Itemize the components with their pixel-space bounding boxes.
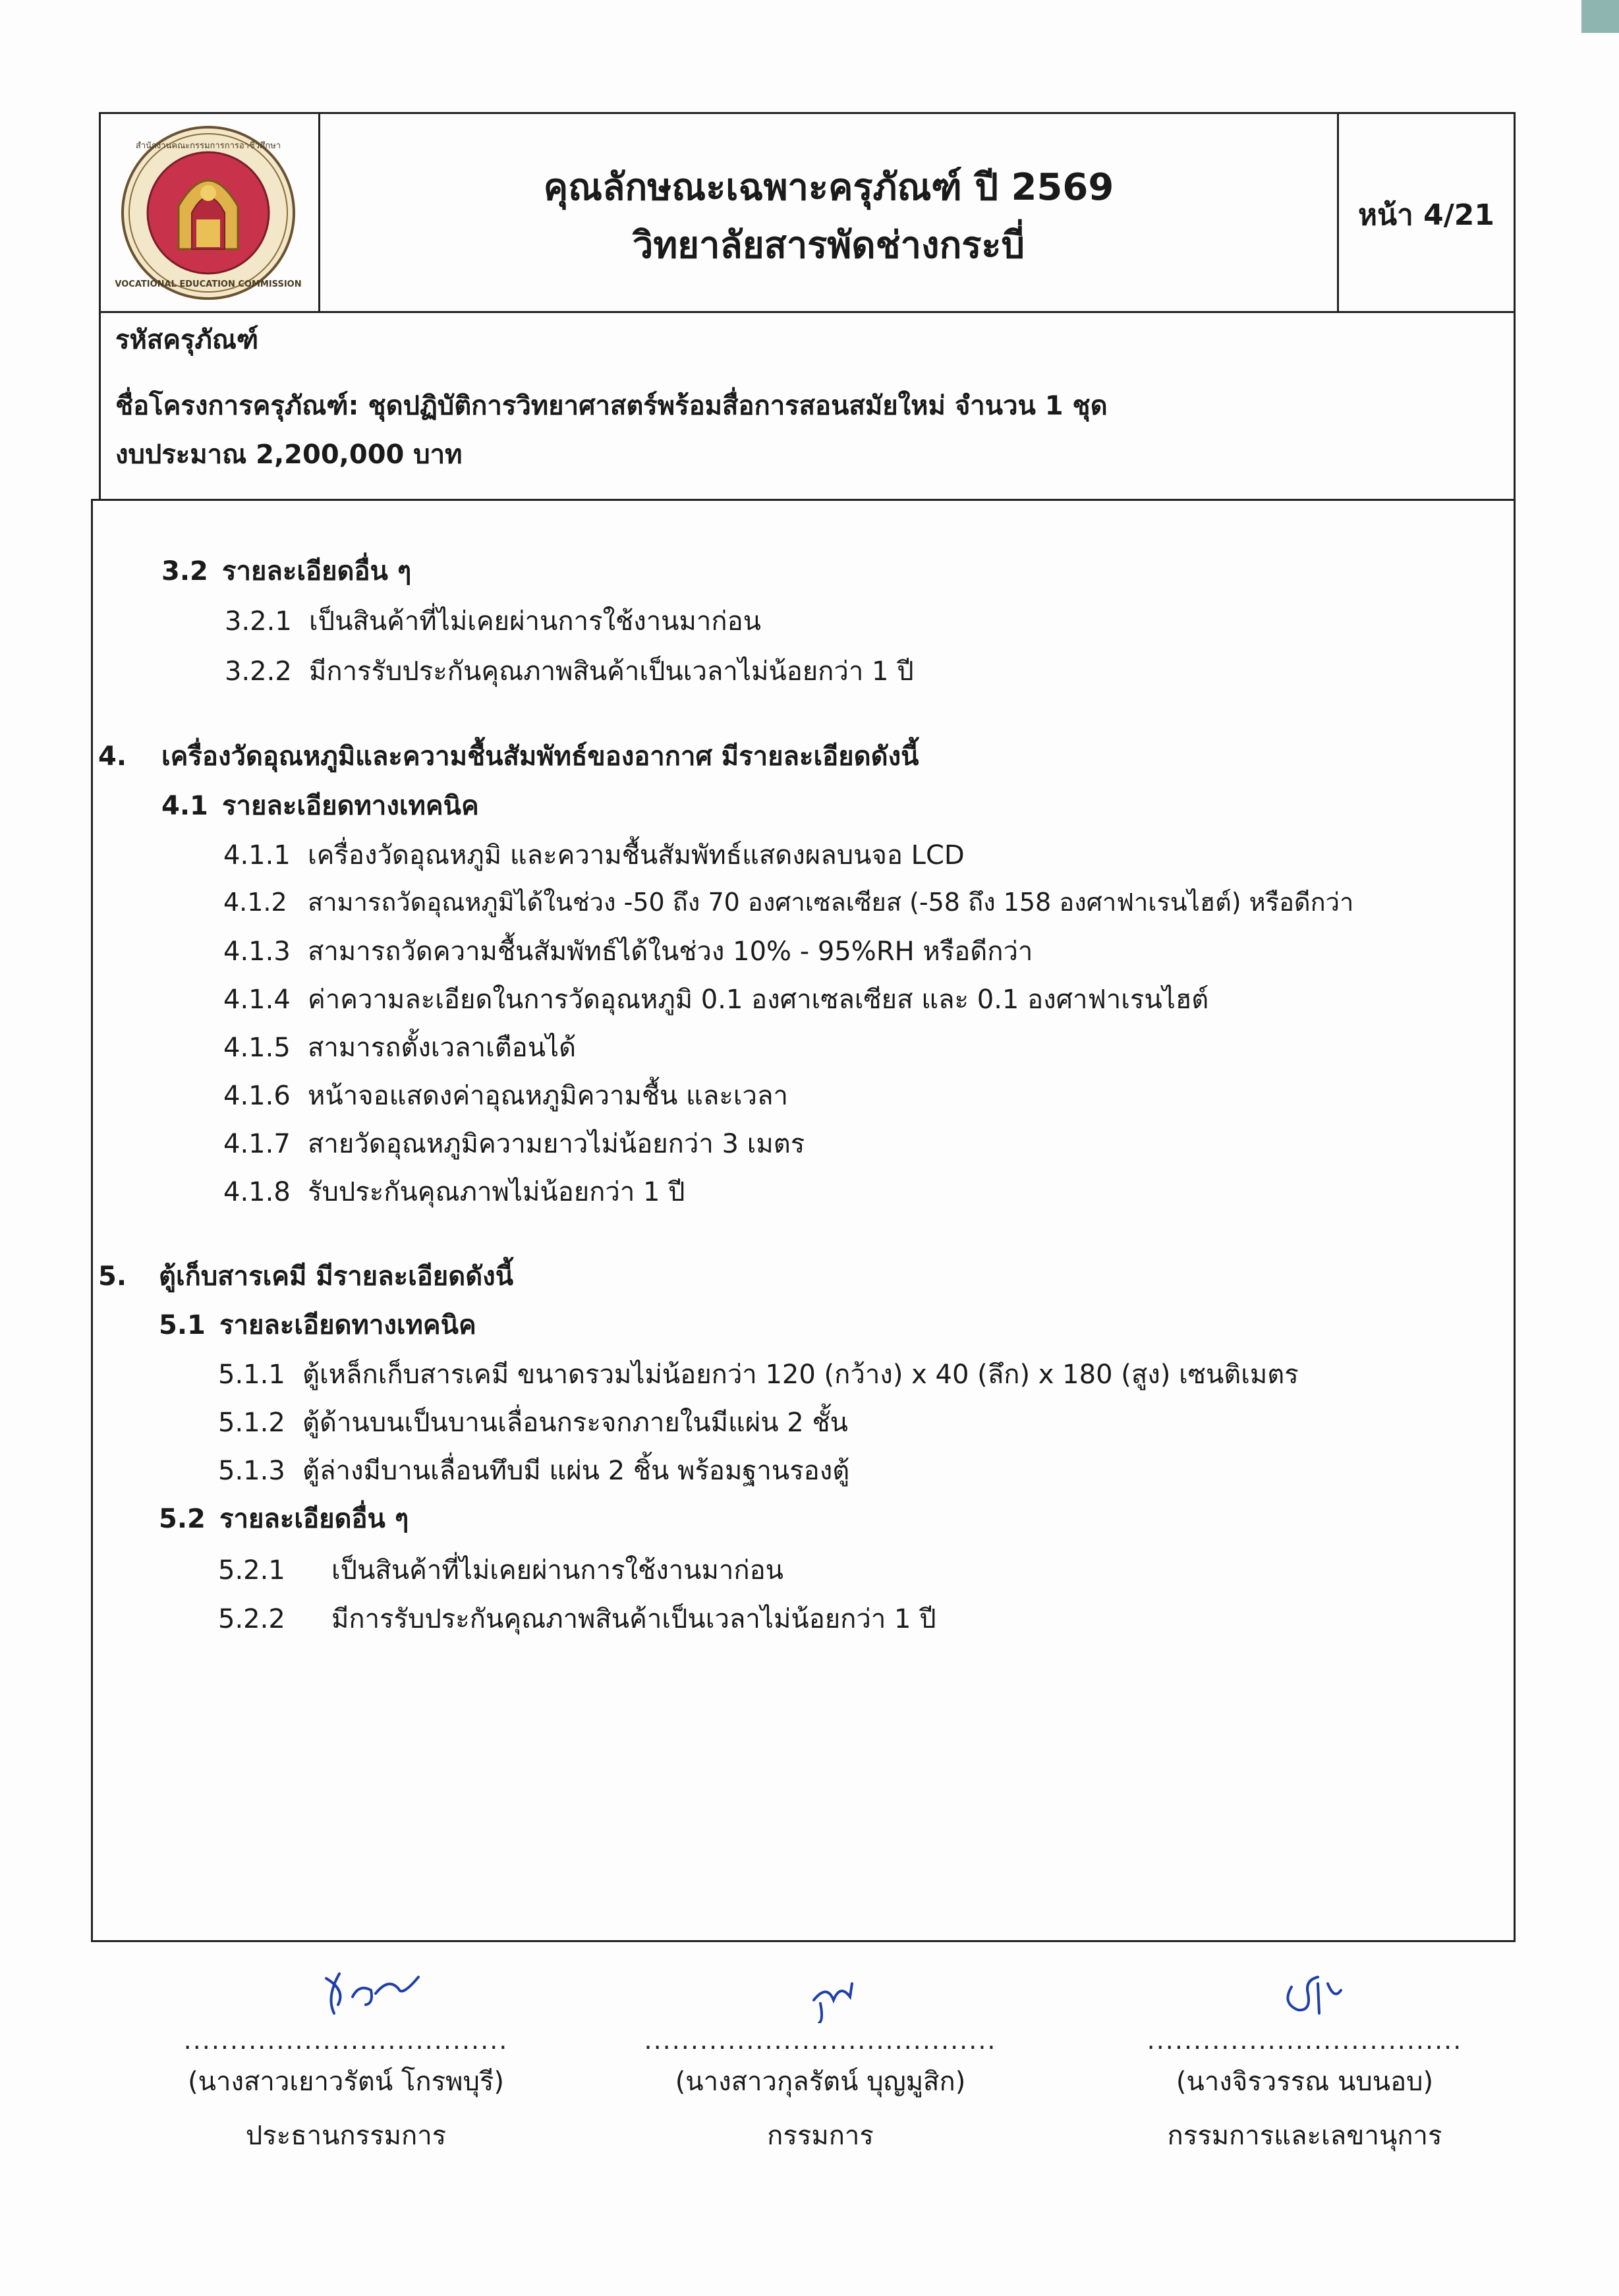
section-number: 5.1 (159, 1310, 206, 1340)
svg-text:VOCATIONAL EDUCATION COMMISSIO: VOCATIONAL EDUCATION COMMISSION (115, 279, 302, 289)
section-3-2-heading (161, 550, 411, 592)
item-text: สามารถตั้งเวลาเตือนได้ (308, 1033, 577, 1063)
item-text: มีการรับประกันคุณภาพสินค้าเป็นเวลาไม่น้อยกว่า 1 ปี (331, 1604, 936, 1634)
section-5-heading (98, 1255, 513, 1297)
signer-role: ประธานกรรมการ (245, 2121, 447, 2151)
section-5-2-heading (159, 1497, 409, 1539)
title-line-1: คุณลักษณะเฉพาะครุภัณฑ์ ปี 2569 (543, 166, 1114, 209)
item-text: รับประกันคุณภาพไม่น้อยกว่า 1 ปี (308, 1177, 685, 1207)
specification-body (91, 499, 1516, 1942)
section-number: 5. (98, 1261, 127, 1292)
handwritten-signature (735, 1964, 906, 2023)
item-5-1-1 (218, 1353, 1299, 1395)
item-number: 3.2.1 (225, 606, 292, 637)
item-text: สามารถวัดความชื้นสัมพัทธ์ได้ในช่วง 10% - 95%RH หรือดีกว่า (308, 936, 1033, 967)
signer-role: กรรมการและเลขานุการ (1167, 2121, 1442, 2151)
section-title: รายละเอียดทางเทคนิค (222, 791, 479, 821)
signature-line: ................................... (183, 2026, 509, 2055)
item-number: 5.2.1 (218, 1555, 285, 1586)
page-number: หน้า 4/21 (1357, 198, 1495, 232)
item-text: สายวัดอุณหภูมิความยาวไม่น้อยกว่า 3 เมตร (308, 1129, 805, 1159)
section-title: ตู้เก็บสารเคมี มีรายละเอียดดังนี้ (159, 1261, 514, 1292)
item-number: 4.1.2 (223, 888, 287, 917)
item-number: 4.1.8 (223, 1177, 291, 1207)
handwritten-signature (1219, 1964, 1390, 2023)
item-4-1-8 (223, 1170, 685, 1213)
item-text: มีการรับประกันคุณภาพสินค้าเป็นเวลาไม่น้อยกว่า 1 ปี (309, 656, 914, 687)
item-number: 4.1.1 (223, 840, 291, 871)
section-number: 4.1 (161, 791, 208, 821)
item-3-2-1 (225, 600, 761, 642)
item-text: เป็นสินค้าที่ไม่เคยผ่านการใช้งานมาก่อน (331, 1555, 783, 1586)
handwritten-signature (260, 1964, 432, 2023)
item-4-1-4 (223, 978, 1208, 1020)
document-header (99, 112, 1516, 313)
item-text: ตู้เหล็กเก็บสารเคมี ขนาดรวมไม่น้อยกว่า 120 (กว้าง) x 40 (ลึก) x 180 (สูง) เซนติเมตร (302, 1360, 1299, 1390)
section-title: รายละเอียดอื่น ๆ (222, 556, 412, 587)
item-number: 4.1.6 (223, 1081, 291, 1111)
item-number: 5.1.3 (218, 1456, 285, 1486)
item-5-1-3 (218, 1449, 849, 1491)
item-text: สามารถวัดอุณหภูมิได้ในช่วง -50 ถึง 70 องศาเซลเซียส (-58 ถึง 158 องศาฟาเรนไฮต์) หรือดีกว่า (308, 888, 1354, 917)
signature-line: ...................................... (644, 2026, 997, 2055)
item-number: 5.1.1 (218, 1360, 285, 1390)
item-4-1-7 (223, 1122, 805, 1164)
item-number: 3.2.2 (225, 656, 292, 687)
item-4-1-2 (223, 882, 1353, 922)
section-number: 4. (98, 741, 127, 772)
title-line-2: วิทยาลัยสารพัดช่างกระบี่ (632, 224, 1025, 267)
signature-block-secretary (1120, 1964, 1489, 2156)
item-text: เครื่องวัดอุณหภูมิ และความชื้นสัมพัทธ์แสดงผลบนจอ LCD (308, 840, 965, 871)
item-text: ตู้ล่างมีบานเลื่อนทึบมี แผ่น 2 ชิ้น พร้อมฐานรองตู้ (302, 1456, 850, 1486)
item-5-2-2 (218, 1597, 936, 1640)
section-4-heading (98, 735, 919, 777)
project-info (99, 311, 1516, 501)
item-4-1-6 (223, 1074, 788, 1116)
vocational-commission-logo (101, 114, 318, 311)
item-5-1-2 (218, 1401, 848, 1443)
item-text: ตู้ด้านบนเป็นบานเลื่อนกระจกภายในมีแผ่น 2 ชั้น (302, 1408, 848, 1438)
item-number: 5.2.2 (218, 1604, 285, 1634)
section-4-1-heading (161, 784, 479, 826)
signer-name: (นางสาวเยาวรัตน์ โกรพบุรี) (188, 2067, 504, 2097)
signature-block-member (642, 1964, 998, 2156)
budget: งบประมาณ 2,200,000 บาท (115, 440, 463, 470)
section-title: เครื่องวัดอุณหภูมิและความชื้นสัมพัทธ์ของอากาศ มีรายละเอียดดังนี้ (161, 741, 919, 772)
document-title (318, 159, 1339, 275)
item-text: หน้าจอแสดงค่าอุณหภูมิความชื้น และเวลา (308, 1081, 788, 1111)
signer-name: (นางจิรวรรณ นบนอบ) (1176, 2067, 1434, 2097)
item-number: 4.1.4 (223, 985, 291, 1015)
section-number: 3.2 (161, 556, 208, 587)
signature-line: .................................. (1147, 2026, 1463, 2055)
project-name: ชื่อโครงการครุภัณฑ์: ชุดปฏิบัติการวิทยาศาสตร์พร้อมสื่อการสอนสมัยใหม่ จำนวน 1 ชุด (115, 391, 1108, 421)
signer-role: กรรมการ (767, 2121, 874, 2151)
item-5-2-1 (218, 1549, 783, 1591)
signer-name: (นางสาวกุลรัตน์ บุญมูสิก) (675, 2067, 966, 2097)
scan-edge-strip (1581, 0, 1619, 33)
logo-cell (101, 114, 320, 311)
section-number: 5.2 (159, 1504, 206, 1534)
item-text: ค่าความละเอียดในการวัดอุณหภูมิ 0.1 องศาเซลเซียส และ 0.1 องศาฟาเรนไฮต์ (308, 985, 1209, 1015)
item-text: เป็นสินค้าที่ไม่เคยผ่านการใช้งานมาก่อน (309, 606, 761, 637)
item-number: 4.1.5 (223, 1033, 291, 1063)
item-3-2-2 (225, 650, 914, 692)
item-4-1-5 (223, 1026, 576, 1068)
equipment-code-label: รหัสครุภัณฑ์ (115, 325, 259, 355)
svg-text:สำนักงานคณะกรรมการการอาชีวศึกษ: สำนักงานคณะกรรมการการอาชีวศึกษา (135, 141, 281, 151)
section-5-1-heading (159, 1304, 476, 1346)
item-number: 4.1.3 (223, 936, 291, 967)
item-4-1-3 (223, 930, 1033, 972)
section-title: รายละเอียดอื่น ๆ (219, 1504, 409, 1534)
item-number: 5.1.2 (218, 1408, 285, 1438)
item-number: 4.1.7 (223, 1129, 291, 1159)
signature-block-chair (168, 1964, 524, 2156)
section-title: รายละเอียดทางเทคนิค (219, 1310, 476, 1340)
item-4-1-1 (223, 834, 965, 876)
